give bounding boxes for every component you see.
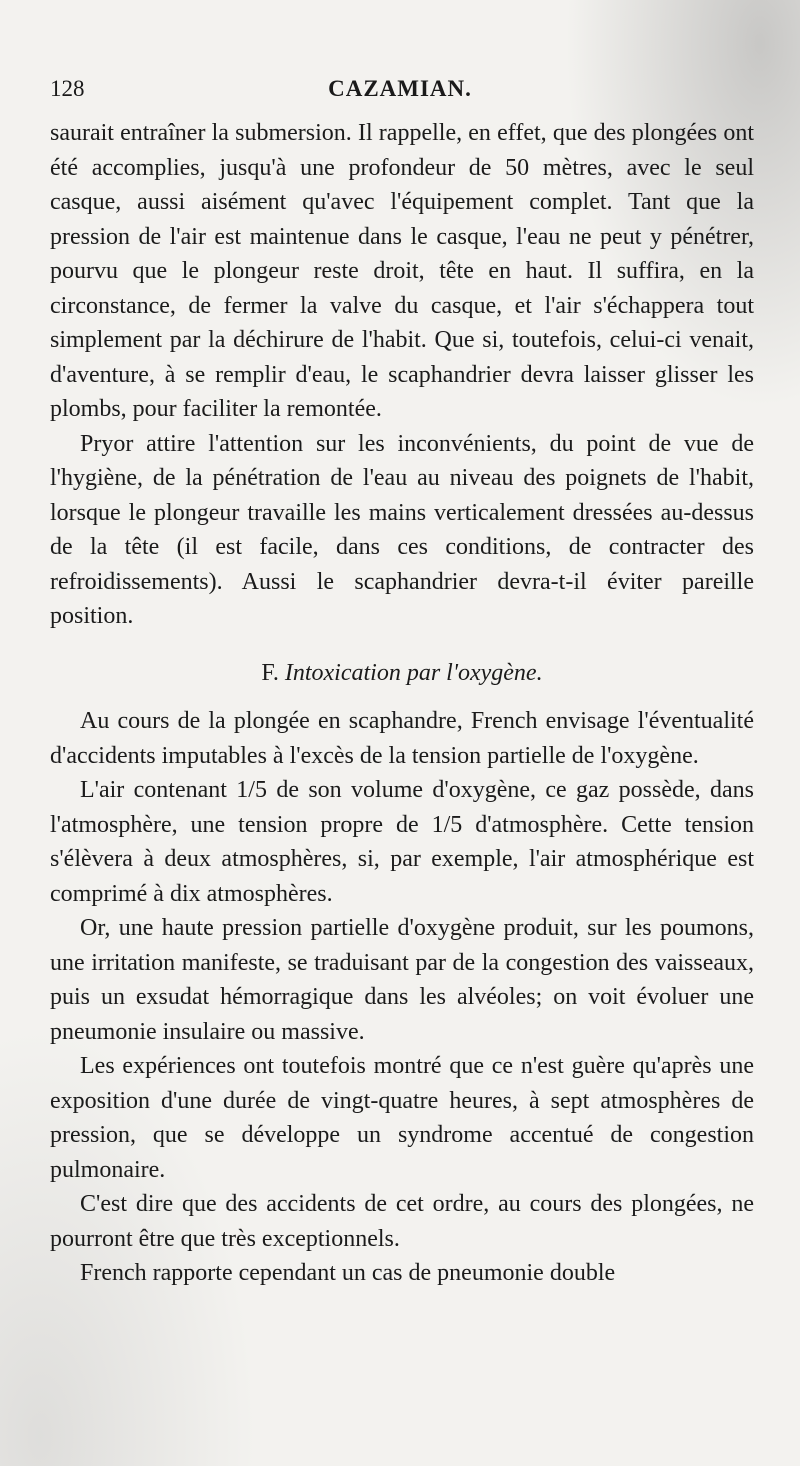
paragraph-8: French rapporte cependant un cas de pneumonie double (80, 1260, 616, 1286)
paragraph-5: Or, une haute pression partielle d'oxygène produit, sur les poumons, une irritation manifeste, se traduisant par de la congestion des vaisseaux, puis un exsudat hémorragique dans les alvéoles; on voit évoluer une pneumonie insulaire ou massive. (50, 915, 754, 1045)
paragraph-1: saurait entraîner la submersion. Il rappelle, en effet, que des plongées ont été accomplies, jusqu'à une profondeur de 50 mètres, avec le seul casque, aussi aisément qu'avec l'équipement complet. Tant que la pression de l'air est maintenue dans le casque, l'eau ne peut y pénétrer, pourvu que le plongeur reste droit, tête en haut. Il suffira, en la circonstance, de fermer la valve du casque, et l'air s'échappera tout simplement par la déchirure de l'habit. Que si, toutefois, celui-ci venait, d'aventure, à se remplir d'eau, le scaphandrier devra laisser glisser les plombs, pour faciliter la remontée. (50, 120, 754, 422)
body-text (50, 116, 754, 1291)
paragraph-4: L'air contenant 1/5 de son volume d'oxygène, ce gaz possède, dans l'atmosphère, une tension propre de 1/5 d'atmosphère. Cette tension s'élèvera à deux atmosphères, si, par exemple, l'air atmosphérique est comprimé à dix atmosphères. (50, 777, 754, 907)
page-number: 128 (50, 76, 85, 101)
paragraph-3: Au cours de la plongée en scaphandre, French envisage l'éventualité d'accidents imputables à l'excès de la tension partielle de l'oxygène. (50, 708, 754, 769)
section-title: Intoxication par l'oxygène. (284, 659, 543, 686)
paragraph-7: C'est dire que des accidents de cet ordre, au cours des plongées, ne pourront être que très exceptionnels. (50, 1191, 754, 1252)
page-header (50, 76, 760, 110)
running-head: CAZAMIAN. (328, 76, 472, 101)
section-letter: F. (261, 659, 279, 686)
paragraph-2: Pryor attire l'attention sur les inconvénients, du point de vue de l'hygiène, de la pénétration de l'eau au niveau des poignets de l'habit, lorsque le plongeur travaille les mains verticalement dressées au-dessus de la tête (il est facile, dans ces conditions, de contracter des refroidissements). Aussi le scaphandrier devra-t-il éviter pareille position. (50, 430, 754, 629)
paragraph-6: Les expériences ont toutefois montré que ce n'est guère qu'après une exposition d'une durée de vingt-quatre heures, à sept atmosphères de pression, que se développe un syndrome accentué de congestion pulmonaire. (50, 1053, 754, 1183)
section-heading (50, 656, 754, 691)
